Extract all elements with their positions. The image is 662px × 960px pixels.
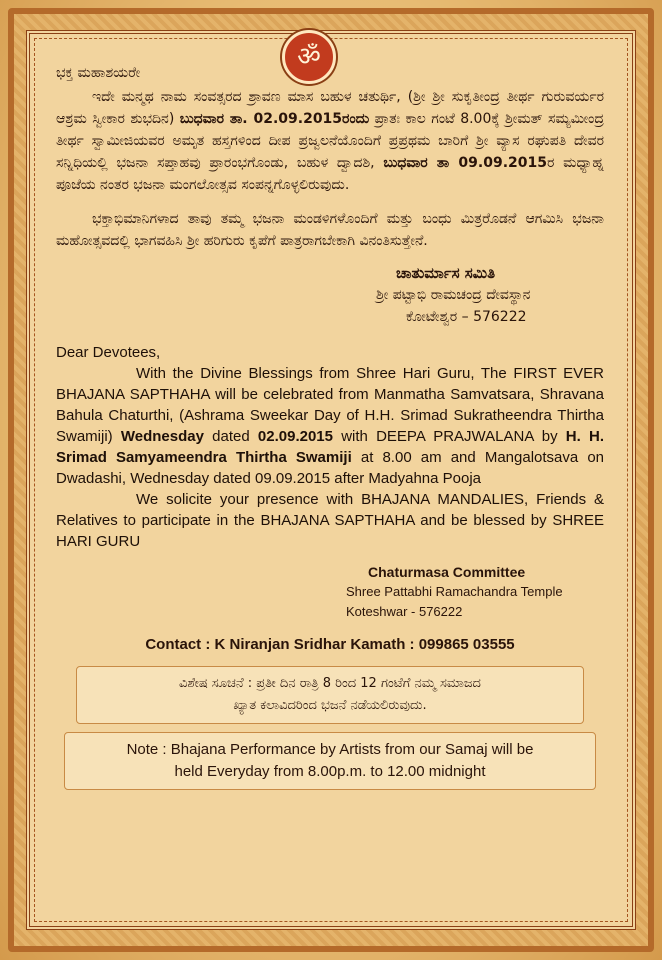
kannada-signature <box>356 262 604 328</box>
english-greeting: Dear Devotees, <box>56 344 161 361</box>
english-text-run: dated <box>203 428 258 445</box>
kannada-text-run: ಬುಧವಾರ ತಾ. 02.09.2015ರಂದು <box>179 111 370 127</box>
english-text-run: With the Divine Blessings from Shree Hari Guru, The FIRST EVER BHAJANA SAPTHAHA will be celebrated from Manmatha Samvatsara, Shravana Bahula Chaturthi, (Ashrama Sweekar Day of H.H. Srimad Sukratheendra Thirtha Swamiji) <box>56 365 604 445</box>
english-note-line-1: Note : Bhajana Performance by Artists from our Samaj will be <box>126 741 534 758</box>
kannada-text-run: ಪ್ರಾತಃ ಕಾಲ ಗಂಟೆ 8.00ಕ್ಕೆ ಶ್ರೀಮತ್ ಸಮ್ಯಮೀಂದ್ರ ತೀರ್ಥ ಸ್ವಾಮೀಜಿಯವರ ಅಮೃತ ಹಸ್ತಗಳಿಂದ ದೀಪ ಪ್ರಜ್ವಲನೆಯೊಂದಿಗೆ ಪ್ರಪ್ರಥಮ ಬಾರಿಗೆ ಶ್ರೀ ವ್ಯಾಸ ರಘುಪತಿ ದೇವರ ಸನ್ನಿಧಿಯಲ್ಲಿ ಭಜನಾ ಸಪ್ತಾಹವು ಪ್ರಾರಂಭಗೊಂಡು, ಬಹುಳ ದ್ವಾದಶಿ, <box>56 111 604 171</box>
english-signature <box>346 562 604 622</box>
english-text-run: at 8.00 am and Mangalotsava on Dwadashi, Wednesday dated 09.09.2015 after Madyahna Pooja <box>56 449 605 487</box>
kannada-text-run: ಬುಧವಾರ ತಾ 09.09.2015 <box>383 155 547 171</box>
english-paragraph-2: We solicite your presence with BHAJANA MANDALIES, Friends & Relatives to participate in the BHAJANA SAPTHAHA and be blessed by SHREE HARI GURU <box>56 491 604 550</box>
english-text-run: 02.09.2015 <box>257 428 333 445</box>
english-text-run: with DEEPA PRAJWALANA by <box>333 428 566 445</box>
kannada-paragraph-2: ಭಕ್ತಾಭಿಮಾನಿಗಳಾದ ತಾವು ತಮ್ಮ ಭಜನಾ ಮಂಡಳಿಗಳೊಂದಿಗೆ ಮತ್ತು ಬಂಧು ಮಿತ್ರರೊಡನೆ ಆಗಮಿಸಿ ಭಜನಾ ಮಹೋತ್ಸವದಲ್ಲಿ ಭಾಗವಹಿಸಿ ಶ್ರೀ ಹರಿಗುರು ಕೃಪೆಗೆ ಪಾತ್ರರಾಗಬೇಕಾಗಿ ವಿನಂತಿಸುತ್ತೇನೆ. <box>56 211 604 249</box>
letter-content <box>56 62 604 790</box>
spacer <box>56 196 604 208</box>
kannada-text-run: ರ ಮಧ್ಯಾಹ್ನ ಪೂಜೆಯ ನಂತರ ಭಜನಾ ಮಂಗಲೋತ್ಸವ ಸಂಪನ್ನಗೊಳ್ಳಲಿರುವುದು. <box>56 155 604 193</box>
kannada-sign-title: ಚಾತುರ್ಮಾಸ ಸಮಿತಿ <box>396 264 496 282</box>
kannada-text-run: ಇದೇ ಮನ್ಮಥ ನಾಮ ಸಂವತ್ಸರದ ಶ್ರಾವಣ ಮಾಸ ಬಹುಳ ಚತುರ್ಥಿ, (ಶ್ರೀ ಶ್ರೀ ಸುಕೃತೀಂದ್ರ ತೀರ್ಥ ಗುರುವರ್ಯರ ಆಶ್ರಮ ಸ್ವೀಕಾರ ಶುಭದಿನ) <box>56 89 604 127</box>
english-note <box>64 732 596 790</box>
english-sign-place: Koteshwar - 576222 <box>346 604 463 619</box>
english-text-run: Wednesday <box>120 428 204 445</box>
english-note-line-2: held Everyday from 8.00p.m. to 12.00 midnight <box>174 763 486 780</box>
kannada-paragraph-1 <box>56 86 604 196</box>
contact-line: Contact : K Niranjan Sridhar Kamath : 099865 03555 <box>145 636 515 653</box>
english-sign-title: Chaturmasa Committee <box>368 564 526 580</box>
kannada-special-notice <box>76 666 584 724</box>
english-text-run: H. H. Srimad Samyameendra Thirtha Swamiji <box>56 428 604 466</box>
english-sign-temple: Shree Pattabhi Ramachandra Temple <box>346 584 563 599</box>
english-paragraph-1 <box>56 363 604 489</box>
kannada-notice-line-2: ಖ್ಯಾತ ಕಲಾವಿದರಿಂದ ಭಜನೆ ನಡೆಯಲಿರುವುದು. <box>233 698 427 713</box>
om-icon: ॐ <box>282 30 336 84</box>
kannada-salutation: ಭಕ್ತ ಮಹಾಶಯರೇ <box>56 65 141 81</box>
kannada-sign-place: ಕೋಟೇಶ್ವರ – 576222 <box>406 309 527 325</box>
kannada-sign-temple: ಶ್ರೀ ಪಟ್ಟಾಭಿ ರಾಮಚಂದ್ರ ದೇವಸ್ಥಾನ <box>376 287 531 303</box>
kannada-notice-line-1: ವಿಶೇಷ ಸೂಚನೆ : ಪ್ರತೀ ದಿನ ರಾತ್ರಿ 8 ರಿಂದ 12 ಗಂಟೆಗೆ ನಮ್ಮ ಸಮಾಜದ <box>179 676 481 691</box>
